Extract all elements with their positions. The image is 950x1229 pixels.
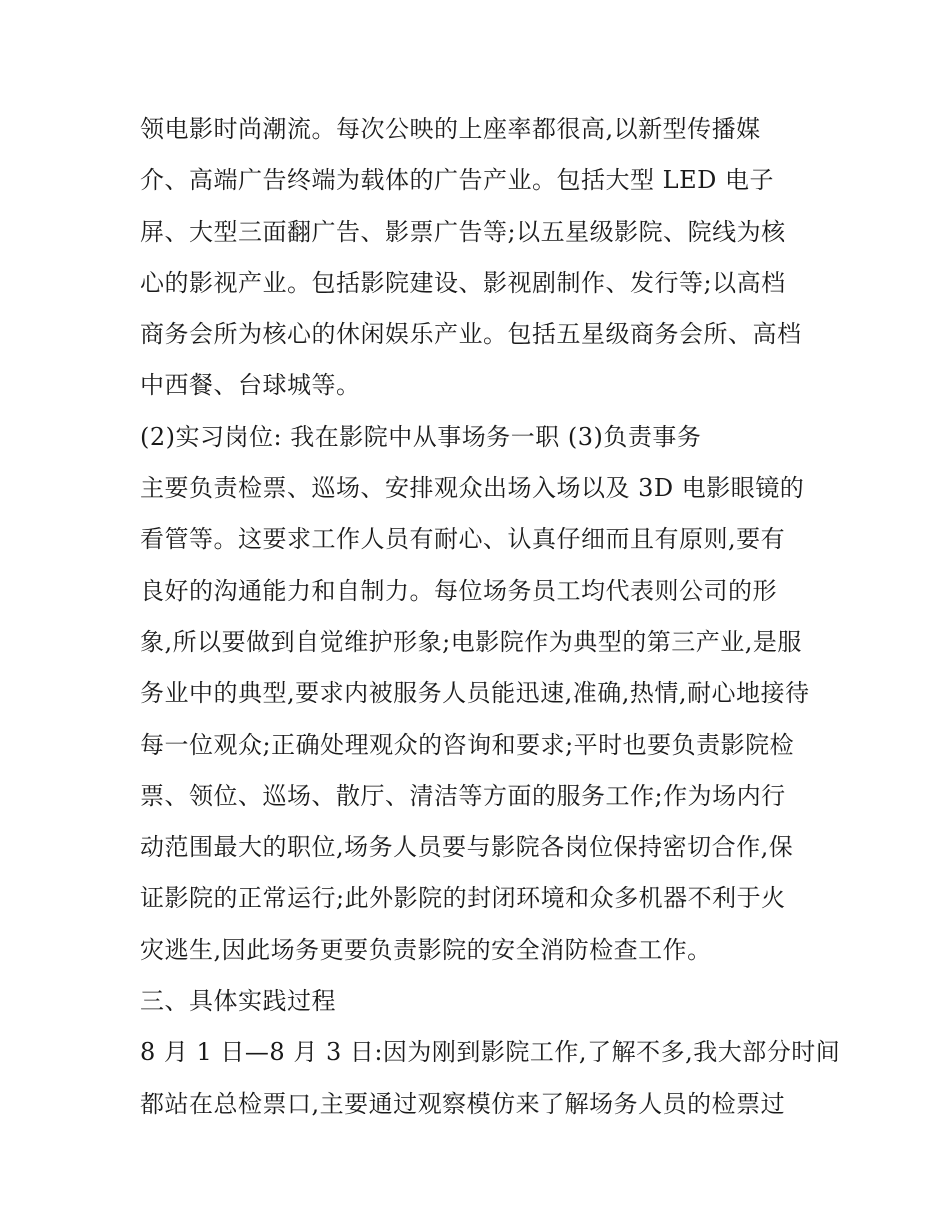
- section-heading: 三、具体实践过程: [140, 987, 336, 1016]
- text-line: 8 月 1 日—8 月 3 日:因为刚到影院工作,了解不多,我大部分时间: [140, 1038, 841, 1067]
- text-line: 每一位观众;正确处理观众的咨询和要求;平时也要负责影院检: [140, 730, 795, 759]
- text-line: (2)实习岗位: 我在影院中从事场务一职 (3)负责事务: [140, 422, 702, 451]
- text-line: 主要负责检票、巡场、安排观众出场入场以及 3D 电影眼镜的: [140, 474, 805, 503]
- text-line: 象,所以要做到自觉维护形象;电影院作为典型的第三产业,是服: [140, 627, 802, 656]
- text-line: 中西餐、台球城等。: [140, 371, 361, 400]
- text-line: 证影院的正常运行;此外影院的封闭环境和众多机器不利于火: [140, 884, 786, 913]
- text-line: 商务会所为核心的休闲娱乐产业。包括五星级商务会所、高档: [140, 320, 802, 349]
- text-line: 务业中的典型,要求内被服务人员能迅速,准确,热情,耐心地接待: [140, 679, 810, 708]
- text-line: 动范围最大的职位,场务人员要与影院各岗位保持密切合作,保: [140, 833, 794, 862]
- text-line: 介、高端广告终端为载体的广告产业。包括大型 LED 电子: [140, 166, 774, 195]
- text-line: 都站在总检票口,主要通过观察模仿来了解场务人员的检票过: [140, 1089, 786, 1118]
- text-line: 良好的沟通能力和自制力。每位场务员工均代表则公司的形: [140, 576, 777, 605]
- text-line: 票、领位、巡场、散厅、清洁等方面的服务工作;作为场内行: [140, 781, 786, 810]
- text-line: 灾逃生,因此场务更要负责影院的安全消防检查工作。: [140, 935, 712, 964]
- text-line: 领电影时尚潮流。每次公映的上座率都很高,以新型传播媒: [140, 115, 761, 143]
- text-line: 心的影视产业。包括影院建设、影视剧制作、发行等;以高档: [140, 268, 786, 297]
- text-line: 屏、大型三面翻广告、影票广告等;以五星级影院、院线为核: [140, 217, 786, 246]
- text-line: 看管等。这要求工作人员有耐心、认真仔细而且有原则,要有: [140, 525, 786, 554]
- body-text: [140, 104, 841, 1130]
